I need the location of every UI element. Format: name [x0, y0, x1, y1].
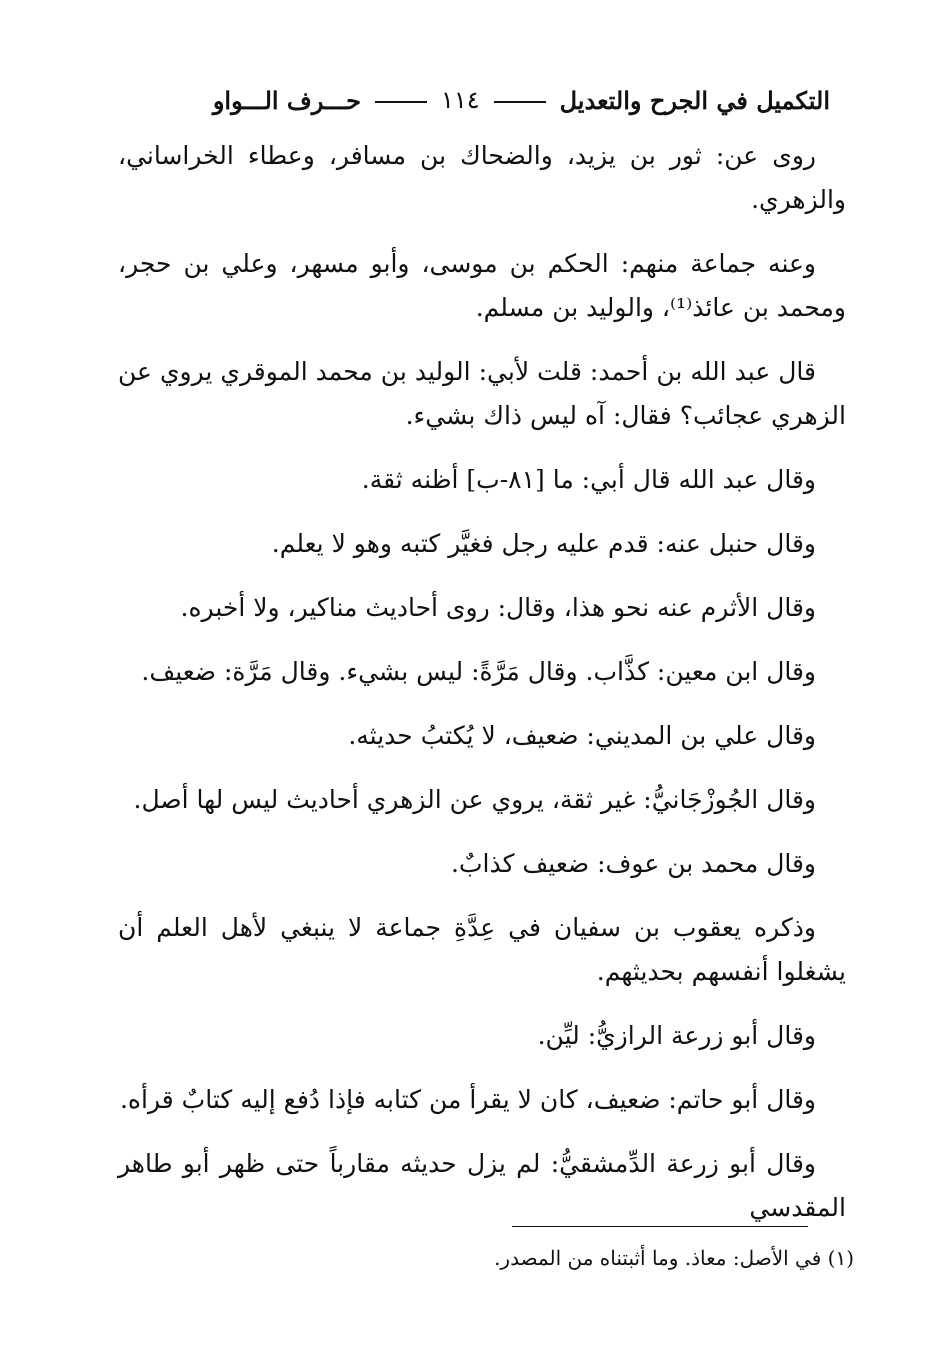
header-separator	[494, 101, 546, 103]
paragraph: قال عبد الله بن أحمد: قلت لأبي: الوليد بن محمد الموقري يروي عن الزهري عجائب؟ فقال: آه ليس ذاك بشيء.	[118, 357, 846, 430]
footnote: (١) في الأصل: معاذ. وما أثبتناه من المصدر.	[494, 1246, 854, 1270]
paragraph: وقال محمد بن عوف: ضعيف كذابٌ.	[451, 849, 816, 878]
paragraph: وقال الأثرم عنه نحو هذا، وقال: روى أحاديث مناكير، ولا أخبره.	[180, 593, 816, 622]
paragraph: وقال ابن معين: كذَّاب. وقال مَرَّةً: ليس بشيء. وقال مَرَّة: ضعيف.	[141, 657, 816, 686]
book-title: التكميل في الجرح والتعديل	[559, 85, 830, 115]
paragraph: وذكره يعقوب بن سفيان في عِدَّةِ جماعة لا ينبغي لأهل العلم أن يشغلوا أنفسهم بحديثهم.	[118, 913, 846, 986]
paragraph: وعنه جماعة منهم: الحكم بن موسى، وأبو مسهر، وعلي بن حجر، ومحمد بن عائذ⁽¹⁾، والوليد بن مسلم.	[118, 249, 846, 322]
paragraph: وقال حنبل عنه: قدم عليه رجل فغيَّر كتبه وهو لا يعلم.	[271, 529, 816, 558]
paragraph: وقال عبد الله قال أبي: ما [٨١-ب] أظنه ثقة.	[361, 465, 816, 494]
paragraph: روى عن: ثور بن يزيد، والضحاك بن مسافر، وعطاء الخراساني، والزهري.	[118, 141, 846, 214]
footnote-divider	[512, 1226, 808, 1227]
paragraph: وقال أبو زرعة الدِّمشقيُّ: لم يزل حديثه مقارباً حتى ظهر أبو طاهر المقدسي	[118, 1149, 846, 1222]
paragraph: وقال أبو زرعة الرازيُّ: ليِّن.	[537, 1021, 816, 1050]
paragraph: وقال الجُوزْجَانيُّ: غير ثقة، يروي عن الزهري أحاديث ليس لها أصل.	[133, 785, 816, 814]
paragraph: وقال علي بن المديني: ضعيف، لا يُكتبُ حديثه.	[348, 721, 816, 750]
body-text	[118, 134, 846, 1250]
chapter-title: حـــرف الـــواو	[212, 85, 361, 115]
paragraph: وقال أبو حاتم: ضعيف، كان لا يقرأ من كتابه فإذا دُفع إليه كتابٌ قرأه.	[119, 1085, 816, 1114]
running-header	[140, 78, 830, 122]
page-number: ١١٤	[440, 86, 480, 114]
header-separator	[375, 101, 427, 103]
